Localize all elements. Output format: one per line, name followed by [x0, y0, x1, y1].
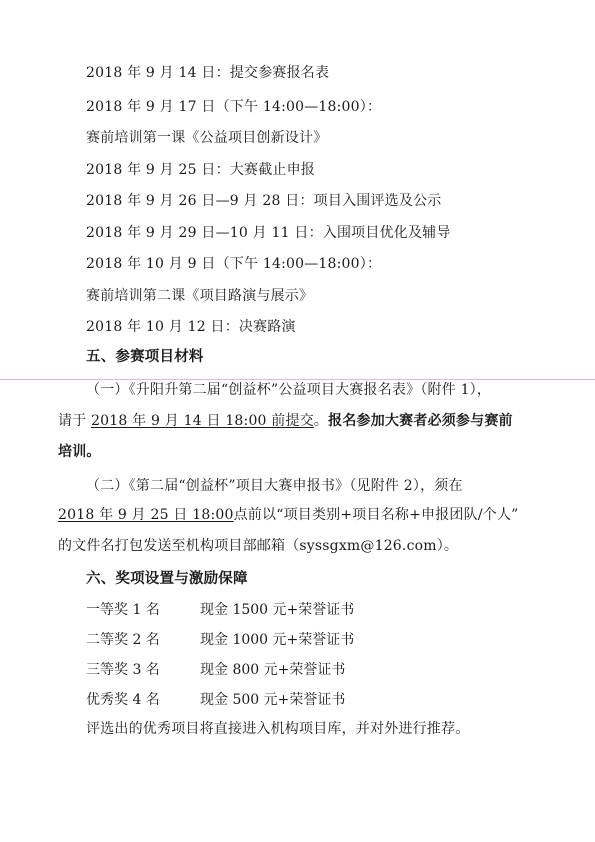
schedule-item: 2018 年 9 月 26 日—9 月 28 日：项目入围评选及公示	[86, 193, 442, 209]
paragraph-line: （一）《升阳升第二届“创益杯”公益项目大赛报名表》（附件 1），	[86, 382, 492, 398]
paragraph-line: （二）《第二届“创益杯”项目大赛申报书》（见附件 2），须在	[86, 478, 463, 494]
prize-reward: 现金 1500 元+荣誉证书	[200, 602, 355, 618]
prize-name: 优秀奖 4 名	[86, 692, 160, 708]
closing-paragraph: 评选出的优秀项目将直接进入机构项目库，并对外进行推荐。	[86, 721, 470, 737]
prize-reward: 现金 800 元+荣誉证书	[200, 662, 346, 678]
schedule-item: 2018 年 10 月 9 日（下午 14:00—18:00）：	[86, 256, 382, 272]
schedule-item: 2018 年 9 月 17 日（下午 14:00—18:00）：	[86, 99, 382, 115]
schedule-item: 2018 年 9 月 29 日—10 月 11 日：入围项目优化及辅导	[86, 225, 451, 241]
text-run: 点前以“项目类别+项目名称+申报团队/个人”	[233, 507, 519, 523]
schedule-item: 赛前培训第二课《项目路演与展示》	[86, 288, 314, 304]
deadline-text: 2018 年 9 月 25 日 18:00	[58, 507, 234, 523]
emphasis-text: 报名参加大赛者必须参与赛前	[328, 413, 513, 429]
paragraph-line: 的文件名打包发送至机构项目部邮箱（syssgxm@126.com）。	[58, 538, 459, 554]
paragraph-line	[58, 506, 519, 524]
prize-reward: 现金 1000 元+荣誉证书	[200, 632, 355, 648]
schedule-item: 2018 年 9 月 14 日：提交参赛报名表	[86, 65, 330, 81]
prize-name: 一等奖 1 名	[86, 602, 160, 618]
schedule-item: 2018 年 9 月 25 日：大赛截止申报	[86, 162, 316, 178]
section-heading: 五、参赛项目材料	[86, 349, 204, 365]
prize-name: 二等奖 2 名	[86, 632, 160, 648]
paragraph-line	[58, 412, 513, 430]
schedule-item: 赛前培训第一课《公益项目创新设计》	[86, 130, 328, 146]
text-run: 请于	[58, 413, 92, 429]
prize-name: 三等奖 3 名	[86, 662, 160, 678]
scan-artifact-line	[0, 379, 595, 380]
prize-reward: 现金 500 元+荣誉证书	[200, 692, 346, 708]
schedule-item: 2018 年 10 月 12 日：决赛路演	[86, 319, 296, 335]
text-run: 。	[313, 413, 329, 429]
section-heading: 六、奖项设置与激励保障	[86, 571, 248, 587]
deadline-text: 2018 年 9 月 14 日 18:00 前提交	[91, 413, 314, 429]
emphasis-text: 培训。	[58, 444, 101, 460]
